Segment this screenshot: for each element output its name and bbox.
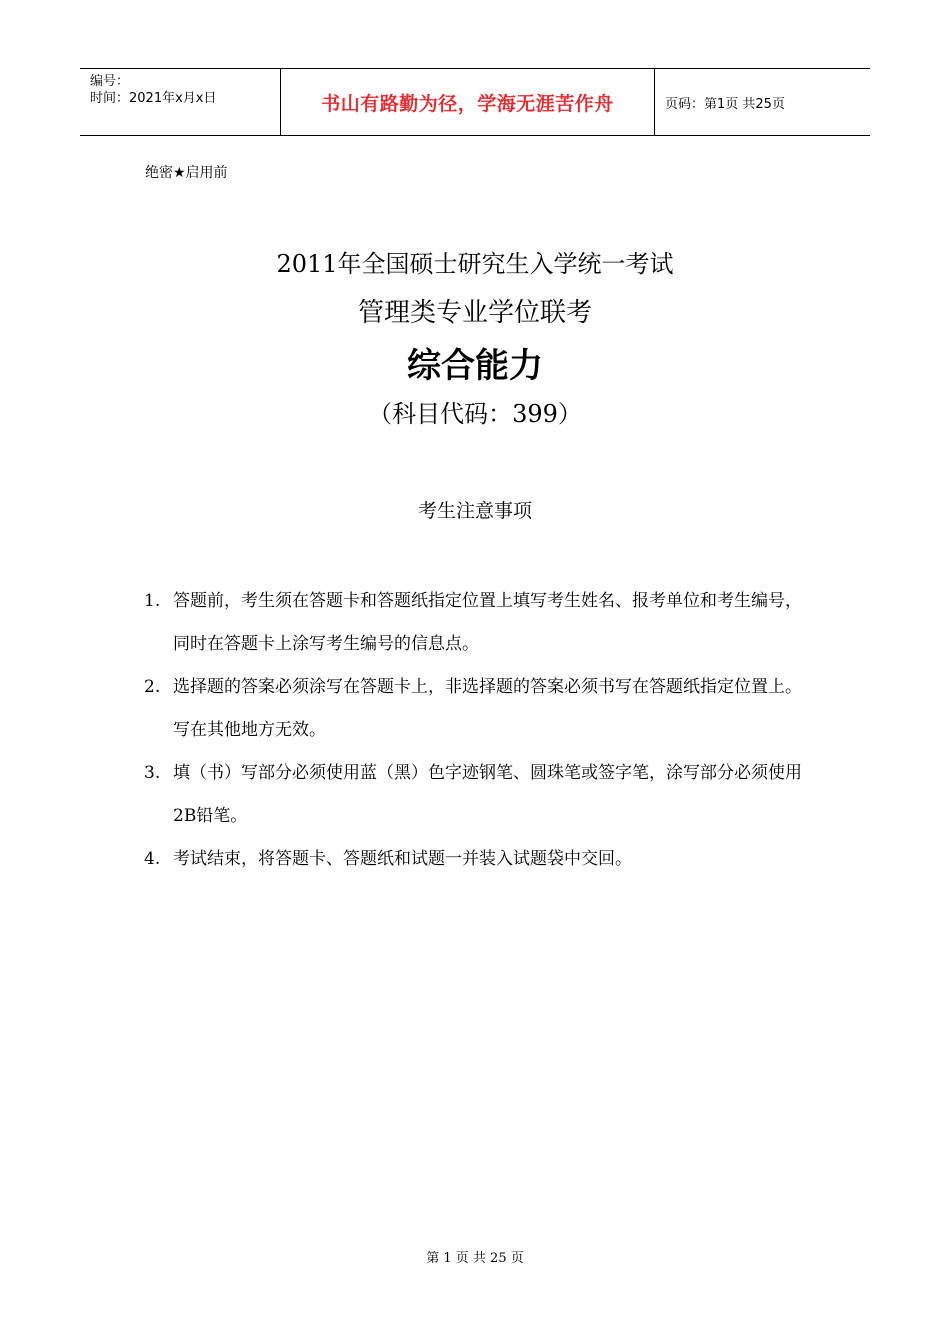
document-time-label: 时间：2021年x月x日 bbox=[90, 91, 217, 106]
list-item bbox=[144, 838, 814, 881]
classification-label: 绝密★启用前 bbox=[145, 165, 228, 181]
list-item-text: 选择题的答案必须涂写在答题卡上，非选择题的答案必须书写在答题纸指定位置上。写在其他地方无效。 bbox=[173, 677, 802, 740]
list-item-number: 4. bbox=[144, 849, 161, 869]
subject-code: （科目代码：399） bbox=[368, 400, 582, 428]
list-item-text: 考试结束，将答题卡、答题纸和试题一并装入试题袋中交回。 bbox=[173, 849, 632, 869]
page-footer: 第 1 页 共 25 页 bbox=[426, 1251, 524, 1266]
document-header bbox=[80, 68, 870, 136]
header-meta-cell bbox=[80, 69, 281, 135]
list-item-number: 1. bbox=[144, 591, 161, 611]
notice-list bbox=[144, 580, 814, 881]
exam-title: 2011年全国硕士研究生入学统一考试 bbox=[276, 250, 674, 278]
exam-subtitle: 管理类专业学位联考 bbox=[357, 298, 592, 328]
list-item-text: 答题前，考生须在答题卡和答题纸指定位置上填写考生姓名、报考单位和考生编号，同时在答题卡上涂写考生编号的信息点。 bbox=[173, 591, 802, 654]
list-item-number: 3. bbox=[144, 763, 161, 783]
list-item bbox=[144, 580, 814, 666]
list-item-number: 2. bbox=[144, 677, 161, 697]
list-item bbox=[144, 752, 814, 838]
list-item-text: 填（书）写部分必须使用蓝（黑）色字迹钢笔、圆珠笔或签字笔，涂写部分必须使用2B铅笔。 bbox=[173, 763, 802, 826]
exam-subject: 综合能力 bbox=[407, 346, 543, 386]
notice-heading: 考生注意事项 bbox=[417, 500, 532, 522]
list-item bbox=[144, 666, 814, 752]
header-motto: 书山有路勤为径，学海无涯苦作舟 bbox=[281, 69, 655, 135]
document-number-label: 编号： bbox=[90, 74, 130, 89]
header-page-info: 页码：第1页 共25页 bbox=[665, 96, 785, 112]
